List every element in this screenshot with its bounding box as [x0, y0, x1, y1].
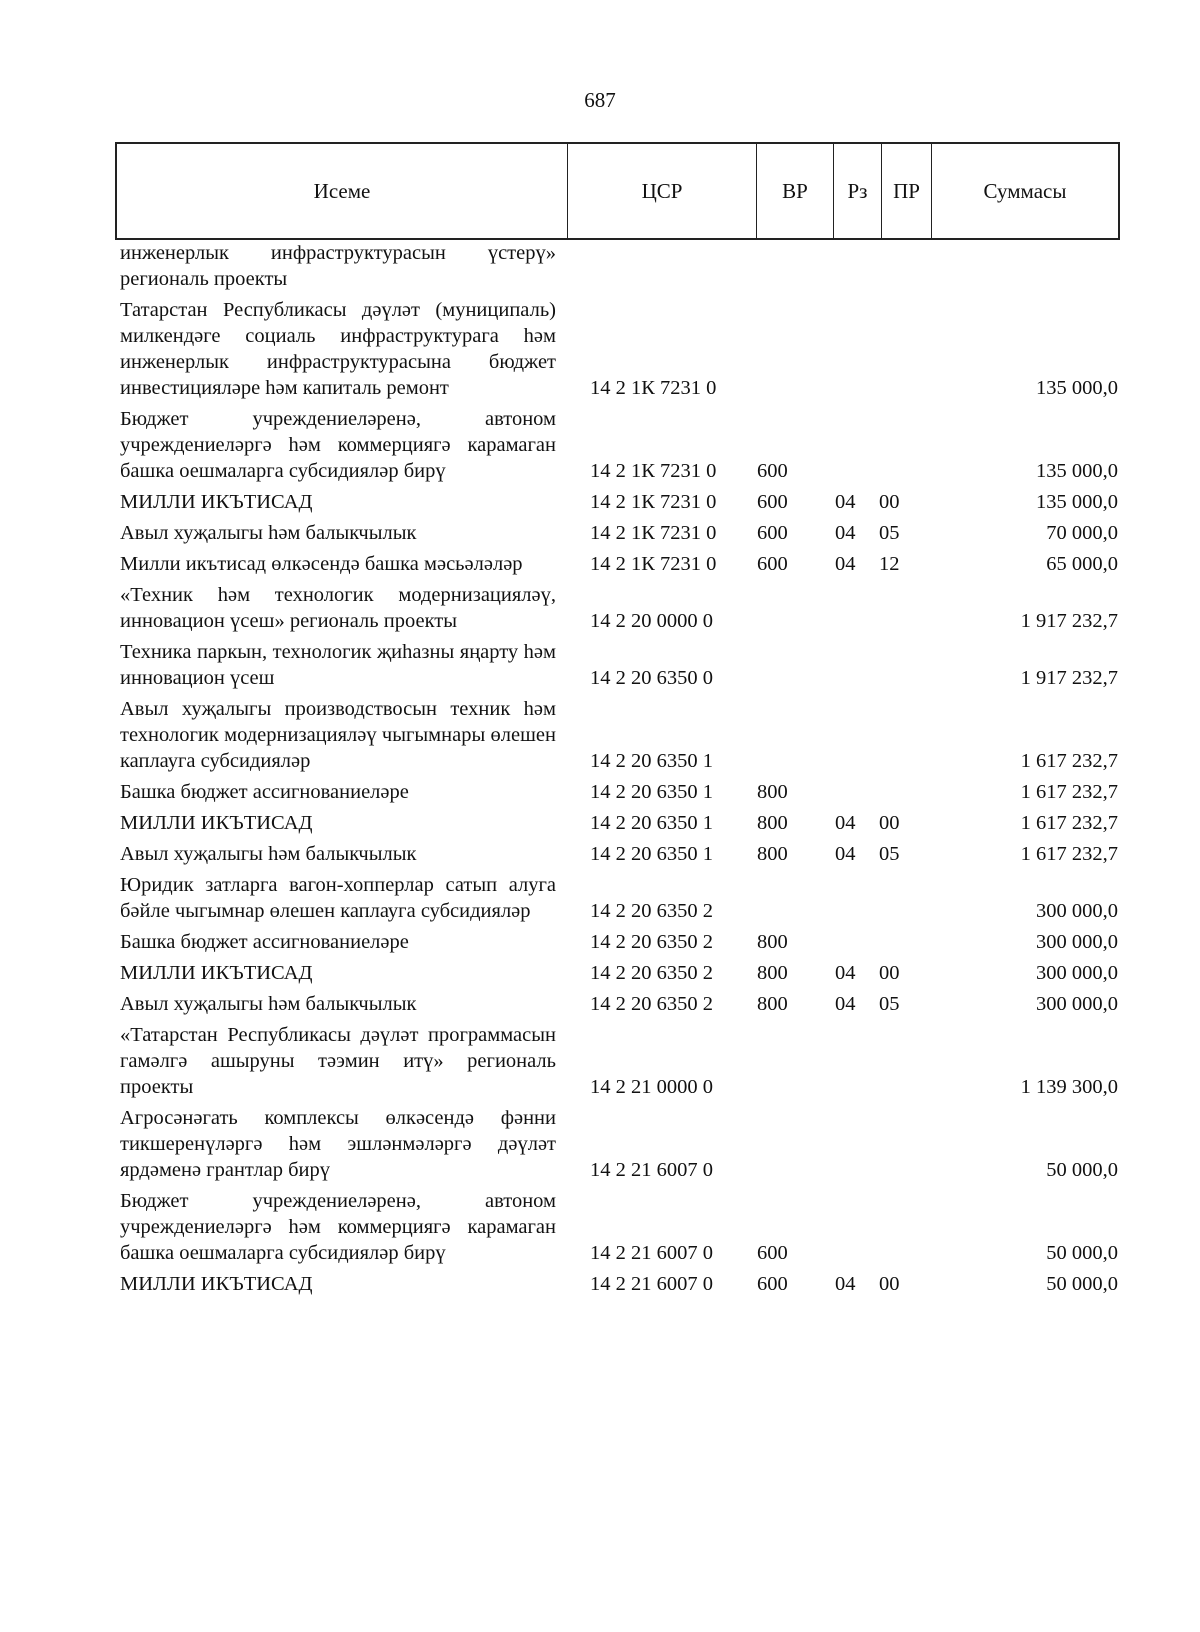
row-sum: 70 000,0	[1046, 522, 1118, 544]
row-name: МИЛЛИ ИКЪТИСАД	[120, 812, 313, 834]
row-name: Татарстан Республикасы дәүләт (муниципаль) милкендәге социаль инфраструктурага һәм инженерлык инфраструктурасына бюджет инвестицияләре һәм капиталь ремонт	[120, 299, 556, 399]
table-row	[120, 582, 1120, 634]
row-csr: 14 2 1К 7231 0	[590, 377, 717, 399]
row-name: Авыл хуҗалыгы һәм балыкчылык	[120, 843, 417, 865]
table-row	[120, 240, 1120, 292]
table-row	[120, 1271, 1120, 1297]
row-csr: 14 2 20 6350 2	[590, 931, 713, 953]
row-name: Авыл хуҗалыгы производствосын техник һәм технологик модернизацияләү чыгымнары өлешен каплауга субсидияләр	[120, 698, 556, 772]
table-row	[120, 1188, 1120, 1266]
row-sum: 50 000,0	[1046, 1159, 1118, 1181]
row-rz: 04	[835, 491, 856, 513]
table-row	[120, 520, 1120, 546]
row-sum: 1 139 300,0	[1020, 1076, 1118, 1098]
column-header-rz: Рз	[834, 144, 882, 238]
row-name: инженерлык инфраструктурасын үстерү» региональ проекты	[120, 242, 556, 290]
row-sum: 50 000,0	[1046, 1242, 1118, 1264]
row-csr: 14 2 20 6350 2	[590, 900, 713, 922]
row-pr: 00	[879, 491, 900, 513]
row-pr: 05	[879, 993, 900, 1015]
row-name: Башка бюджет ассигнованиеләре	[120, 781, 409, 803]
row-sum: 300 000,0	[1036, 900, 1118, 922]
row-pr: 05	[879, 522, 900, 544]
row-csr: 14 2 20 0000 0	[590, 610, 713, 632]
row-sum: 1 617 232,7	[1020, 781, 1118, 803]
row-name: Бюджет учреждениеләренә, автоном учреждениеләргә һәм коммерциягә карамаган башка оешмаларга субсидияләр бирү	[120, 408, 556, 482]
row-rz: 04	[835, 843, 856, 865]
row-sum: 300 000,0	[1036, 993, 1118, 1015]
table-row	[120, 1022, 1120, 1100]
row-vr: 600	[757, 522, 788, 544]
table-row	[120, 960, 1120, 986]
row-rz: 04	[835, 993, 856, 1015]
table-row	[120, 991, 1120, 1017]
row-csr: 14 2 20 6350 1	[590, 781, 713, 803]
row-csr: 14 2 21 6007 0	[590, 1159, 713, 1181]
table-row	[120, 841, 1120, 867]
row-vr: 800	[757, 962, 788, 984]
row-vr: 600	[757, 491, 788, 513]
row-csr: 14 2 1К 7231 0	[590, 522, 717, 544]
row-sum: 300 000,0	[1036, 962, 1118, 984]
row-csr: 14 2 20 6350 2	[590, 962, 713, 984]
row-name: Авыл хуҗалыгы һәм балыкчылык	[120, 522, 417, 544]
row-sum: 1 617 232,7	[1020, 812, 1118, 834]
row-sum: 1 917 232,7	[1020, 610, 1118, 632]
row-rz: 04	[835, 1273, 856, 1295]
row-name: Техника паркын, технологик җиһазны яңарту һәм инновацион үсеш	[120, 641, 556, 689]
table-row	[120, 810, 1120, 836]
page-number: 687	[584, 88, 616, 112]
row-sum: 135 000,0	[1036, 460, 1118, 482]
row-csr: 14 2 20 6350 0	[590, 667, 713, 689]
row-vr: 800	[757, 781, 788, 803]
row-csr: 14 2 20 6350 1	[590, 812, 713, 834]
row-sum: 135 000,0	[1036, 491, 1118, 513]
row-csr: 14 2 20 6350 1	[590, 750, 713, 772]
row-pr: 05	[879, 843, 900, 865]
row-rz: 04	[835, 522, 856, 544]
table-row	[120, 872, 1120, 924]
column-header-csr: ЦСР	[568, 144, 757, 238]
row-rz: 04	[835, 962, 856, 984]
row-rz: 04	[835, 812, 856, 834]
row-sum: 50 000,0	[1046, 1273, 1118, 1295]
column-header-name: Исеме	[117, 144, 568, 238]
row-sum: 1 917 232,7	[1020, 667, 1118, 689]
column-header-sum: Суммасы	[983, 178, 1067, 203]
table-row	[120, 551, 1120, 577]
column-header-pr: ПР	[882, 144, 932, 238]
row-vr: 800	[757, 843, 788, 865]
row-name: «Техник һәм технологик модернизацияләү, инновацион үсеш» региональ проекты	[120, 584, 556, 632]
row-name: Агросәнәгать комплексы өлкәсендә фәнни тикшеренүләргә һәм эшләнмәләргә дәүләт ярдәменә грантлар бирү	[120, 1107, 556, 1181]
row-vr: 600	[757, 553, 788, 575]
row-name: «Татарстан Республикасы дәүләт программасын гамәлгә ашыруны тәэмин итү» региональ проекты	[120, 1024, 556, 1098]
row-sum: 1 617 232,7	[1020, 843, 1118, 865]
row-name: Бюджет учреждениеләренә, автоном учреждениеләргә һәм коммерциягә карамаган башка оешмаларга субсидияләр бирү	[120, 1190, 556, 1264]
table-row	[120, 779, 1120, 805]
row-pr: 12	[879, 553, 900, 575]
row-csr: 14 2 21 6007 0	[590, 1273, 713, 1295]
row-sum: 65 000,0	[1046, 553, 1118, 575]
row-name: Авыл хуҗалыгы һәм балыкчылык	[120, 993, 417, 1015]
row-pr: 00	[879, 1273, 900, 1295]
table-row	[120, 639, 1120, 691]
row-csr: 14 2 21 6007 0	[590, 1242, 713, 1264]
table-row	[120, 297, 1120, 401]
table-row	[120, 489, 1120, 515]
table-row	[120, 1105, 1120, 1183]
row-name: МИЛЛИ ИКЪТИСАД	[120, 491, 313, 513]
row-sum: 1 617 232,7	[1020, 750, 1118, 772]
row-csr: 14 2 21 0000 0	[590, 1076, 713, 1098]
row-name: МИЛЛИ ИКЪТИСАД	[120, 1273, 313, 1295]
row-csr: 14 2 20 6350 1	[590, 843, 713, 865]
table-row	[120, 696, 1120, 774]
row-csr: 14 2 1К 7231 0	[590, 460, 717, 482]
row-vr: 800	[757, 931, 788, 953]
row-name: Башка бюджет ассигнованиеләре	[120, 931, 409, 953]
row-name: МИЛЛИ ИКЪТИСАД	[120, 962, 313, 984]
row-vr: 800	[757, 812, 788, 834]
row-name: Юридик затларга вагон-хопперлар сатып алуга бәйле чыгымнар өлешен каплауга субсидияләр	[120, 874, 556, 922]
table-body	[120, 240, 1120, 1297]
row-vr: 800	[757, 993, 788, 1015]
row-csr: 14 2 1К 7231 0	[590, 553, 717, 575]
table-row	[120, 929, 1120, 955]
table-header	[115, 142, 1120, 240]
row-vr: 600	[757, 1273, 788, 1295]
row-pr: 00	[879, 812, 900, 834]
column-header-vr: ВР	[757, 144, 834, 238]
row-vr: 600	[757, 1242, 788, 1264]
row-name: Милли икътисад өлкәсендә башка мәсьәләләр	[120, 553, 523, 575]
row-sum: 135 000,0	[1036, 377, 1118, 399]
row-vr: 600	[757, 460, 788, 482]
table-row	[120, 406, 1120, 484]
row-rz: 04	[835, 553, 856, 575]
row-csr: 14 2 20 6350 2	[590, 993, 713, 1015]
row-pr: 00	[879, 962, 900, 984]
row-csr: 14 2 1К 7231 0	[590, 491, 717, 513]
row-sum: 300 000,0	[1036, 931, 1118, 953]
